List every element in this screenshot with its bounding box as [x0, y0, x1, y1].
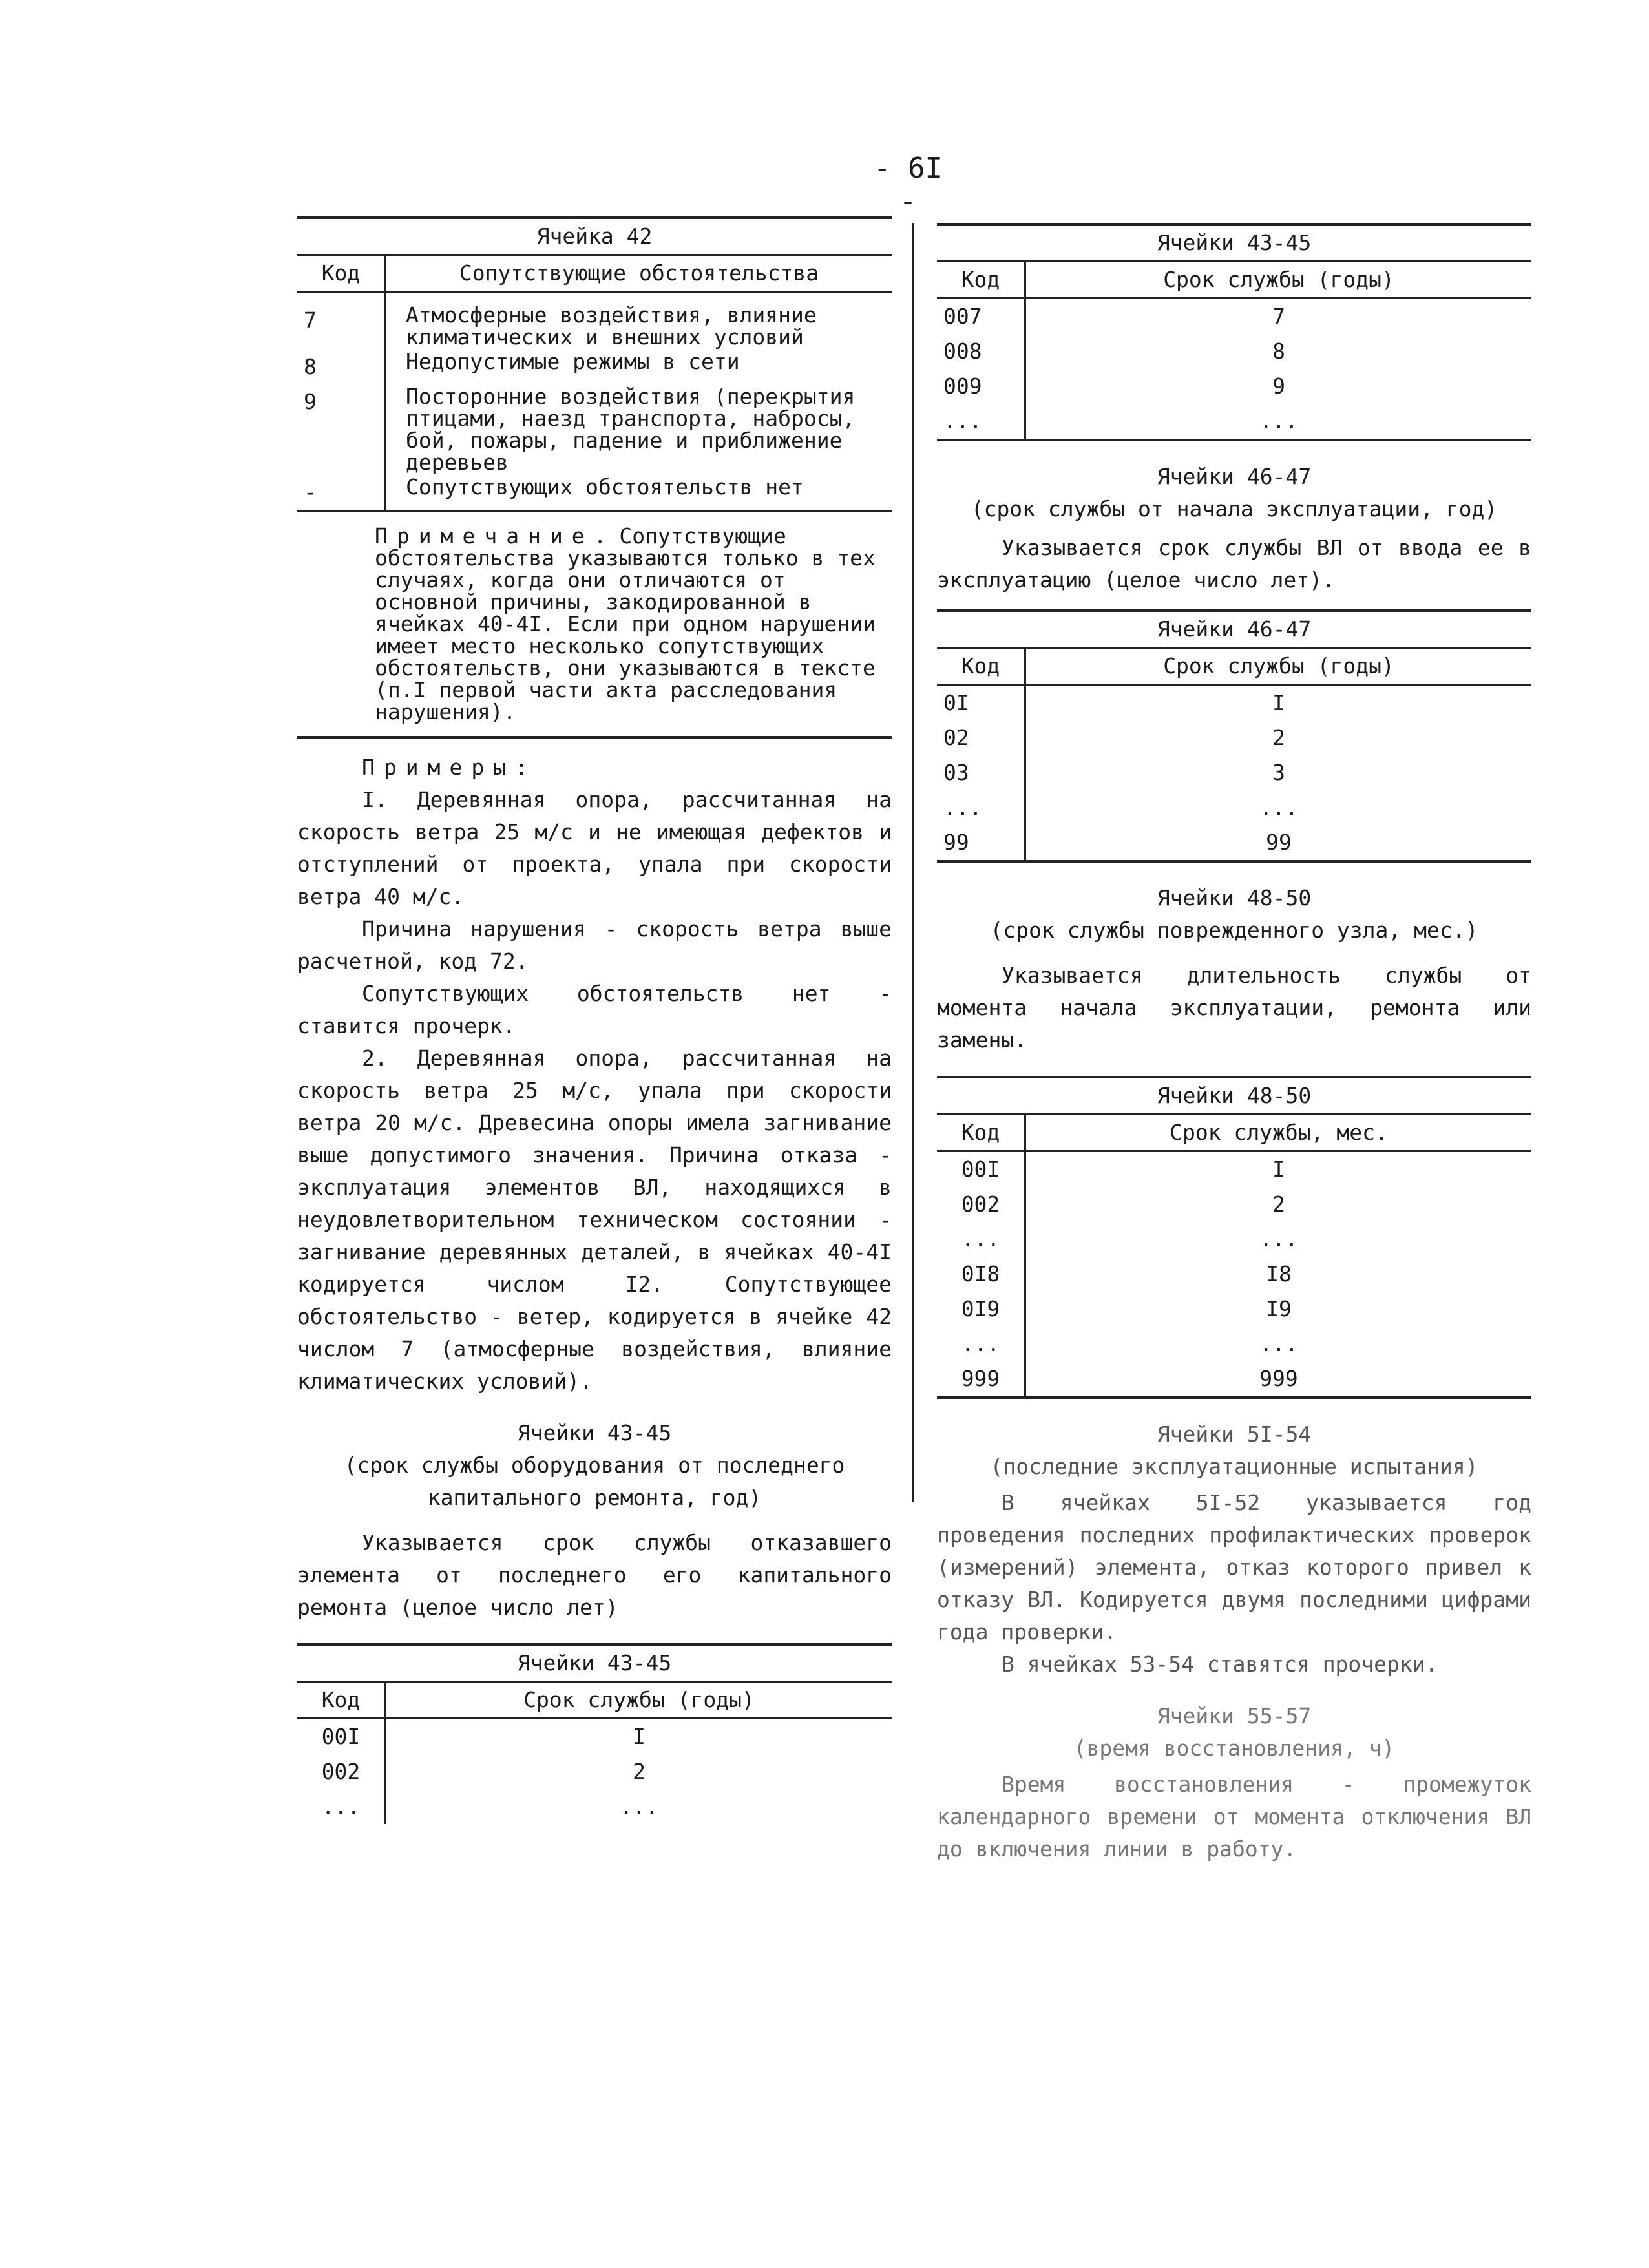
table-cell-42 [297, 216, 892, 512]
section-subheading: (срок службы поврежденного узла, мес.) [990, 918, 1478, 943]
row-code: 0I9 [937, 1292, 1025, 1327]
row-value: I8 [1266, 1261, 1292, 1286]
row-code: ... [937, 790, 1025, 825]
row-value: ... [620, 1794, 658, 1819]
row-value: 99 [1025, 825, 1532, 861]
row-value: 2 [1272, 1192, 1285, 1217]
column-header-value: Срок службы (годы) [1025, 262, 1532, 299]
paragraph: Сопутствующих обстоятельств нет - ставится прочерк. [297, 981, 892, 1038]
table-row [937, 1292, 1531, 1327]
table-caption: Ячейки 48-50 [937, 1077, 1531, 1115]
row-code: 0I [937, 685, 1025, 721]
column-header-value: Срок службы, мес. [1025, 1115, 1532, 1151]
table-row [937, 299, 1531, 335]
section-text: Указывается срок службы отказавшего элемента от последнего его капитального ремонта (целое число лет) [297, 1530, 892, 1620]
note [297, 525, 892, 723]
note-label: Примечание [375, 523, 594, 549]
table-row [297, 1789, 892, 1824]
section-subheading: (срок службы от начала эксплуатации, год) [971, 496, 1498, 521]
table-row [937, 1257, 1531, 1292]
row-code: 8 [297, 350, 386, 384]
column-header-code: Код [937, 648, 1025, 685]
table-row [937, 825, 1531, 861]
section-heading: Ячейки 46-47 [1157, 464, 1312, 489]
table-row [297, 292, 892, 350]
column-header-code: Код [937, 1115, 1025, 1151]
row-code: 002 [937, 1187, 1025, 1222]
table-row [937, 720, 1531, 755]
table-cell-46-47 [937, 609, 1531, 863]
row-code: 0I8 [937, 1257, 1025, 1292]
table-cell-43-45-cont [937, 223, 1531, 441]
table-row [297, 1754, 892, 1789]
table-row [297, 384, 892, 475]
row-code: 02 [937, 720, 1025, 755]
left-column [297, 216, 892, 1824]
row-desc: Посторонние воздействия (перекрытия птицами, наезд транспорта, набросы, бой, пожары, падение и приближение деревьев [406, 384, 856, 475]
table-row [937, 1327, 1531, 1361]
row-code: 007 [937, 299, 1025, 335]
table-row [297, 1719, 892, 1755]
section-heading: Ячейки 43-45 [517, 1420, 672, 1445]
row-value: 7 [1272, 304, 1285, 329]
section-text: Указывается длительность службы от момента начала эксплуатации, ремонта или замены. [937, 963, 1531, 1053]
paragraph: Причина нарушения - скорость ветра выше расчетной, код 72. [297, 916, 892, 974]
paragraph: I. Деревянная опора, рассчитанная на скорость ветра 25 м/с и не имеющая дефектов и отступлений от проекта, упала при скорости ветра 40 м/с. [297, 787, 892, 909]
table-row [937, 1361, 1531, 1398]
table-row [937, 1222, 1531, 1257]
table-cell-43-45 [297, 1643, 892, 1824]
table-row [937, 790, 1531, 825]
row-value: 2 [633, 1759, 646, 1784]
section-subheading: (время восстановления, ч) [1073, 1736, 1395, 1761]
row-value: ... [1259, 1331, 1298, 1356]
column-header-value: Срок службы (годы) [1025, 648, 1532, 685]
column-header-code: Код [297, 1682, 386, 1719]
section-heading: Ячейки 5I-54 [1157, 1422, 1312, 1447]
row-code: ... [937, 1222, 1025, 1257]
row-value: I [1272, 1157, 1285, 1182]
section-heading: Ячейки 48-50 [1157, 885, 1312, 910]
examples-label: Примеры: [362, 755, 537, 780]
section-text: В ячейках 5I-52 указывается год проведения последних профилактических проверок (измерений) элемента, отказ которого привел к отказу ВЛ. Кодируется двумя последними цифрами года проверки. [937, 1490, 1531, 1644]
table-row [297, 475, 892, 511]
page-number: - 6I - [874, 152, 942, 218]
row-value: ... [1259, 795, 1298, 820]
note-text: . Сопутствующие обстоятельства указываются только в тех случаях, когда они отличаются от основной причины, закодированной в ячейках 40-4I. Если при одном нарушении имеет место несколько сопутствующих обстоятельств, они указываются в тексте (п.I первой части акта расследования нарушения). [375, 523, 876, 724]
table-caption: Ячейки 46-47 [937, 611, 1531, 648]
paragraph: 2. Деревянная опора, рассчитанная на скорость ветра 25 м/с, упала при скорости ветра 20 м/с. Древесина опоры имела загнивание выше допустимого значения. Причина отказа - эксплуатация элементов ВЛ, находящихся в неудовлетворительном техническом состоянии - загнивание деревянных деталей, в ячейках 40-4I кодируется числом I2. Сопутствующее обстоятельство - ветер, кодируется в ячейке 42 числом 7 (атмосферные воздействия, влияние климатических условий). [297, 1045, 892, 1394]
section-text: Время восстановления - промежуток календарного времени от момента отключения ВЛ до включения линии в работу. [937, 1772, 1531, 1862]
table-caption: Ячейки 43-45 [297, 1644, 892, 1682]
table-row [937, 334, 1531, 369]
row-value: 3 [1272, 760, 1285, 785]
row-code: 9 [297, 384, 386, 475]
row-code: 00I [297, 1719, 386, 1755]
row-value: I9 [1266, 1296, 1292, 1321]
row-code: 99 [937, 825, 1025, 861]
row-code: ... [297, 1789, 386, 1824]
table-row [937, 685, 1531, 721]
row-code: 002 [297, 1754, 386, 1789]
row-value: I [633, 1724, 646, 1749]
row-desc: Недопустимые режимы в сети [406, 349, 740, 374]
row-value: I [1272, 690, 1285, 715]
table-row [937, 404, 1531, 440]
table-row [937, 755, 1531, 790]
row-value: ... [1025, 404, 1532, 440]
row-value: 2 [1272, 725, 1285, 750]
row-code: 999 [937, 1361, 1025, 1398]
row-code: 00I [937, 1151, 1025, 1188]
row-code: ... [937, 1327, 1025, 1361]
section-heading: Ячейки 55-57 [1157, 1703, 1312, 1728]
row-code: 009 [937, 369, 1025, 404]
column-header-desc: Сопутствующие обстоятельства [386, 255, 892, 292]
section-subheading: (срок службы оборудования от последнего капитального ремонта, год) [344, 1453, 845, 1510]
row-desc: Атмосферные воздействия, влияние климатических и внешних условий [406, 302, 817, 350]
row-code: - [297, 475, 386, 511]
section-text: В ячейках 53-54 ставятся прочерки. [1002, 1652, 1438, 1677]
column-header-value: Срок службы (годы) [386, 1682, 892, 1719]
row-code: 008 [937, 334, 1025, 369]
table-caption: Ячейки 43-45 [937, 224, 1531, 262]
row-value: 999 [1025, 1361, 1532, 1398]
row-value: 8 [1272, 339, 1285, 364]
right-column [937, 223, 1531, 1865]
table-cell-48-50 [937, 1076, 1531, 1399]
section-subheading: (последние эксплуатационные испытания) [990, 1454, 1478, 1479]
table-row [297, 350, 892, 384]
separator-rule [297, 736, 892, 739]
row-desc: Сопутствующих обстоятельств нет [386, 475, 892, 511]
row-value: 9 [1272, 373, 1285, 399]
table-caption: Ячейка 42 [297, 218, 892, 255]
table-row [937, 369, 1531, 404]
row-code: 7 [297, 292, 386, 350]
row-value: ... [1259, 1226, 1298, 1252]
row-code: ... [937, 404, 1025, 440]
column-header-code: Код [297, 255, 386, 292]
row-code: 03 [937, 755, 1025, 790]
column-divider [912, 223, 914, 1502]
section-text: Указывается срок службы ВЛ от ввода ее в эксплуатацию (целое число лет). [937, 535, 1531, 593]
table-row [937, 1187, 1531, 1222]
table-row [937, 1151, 1531, 1188]
column-header-code: Код [937, 262, 1025, 299]
